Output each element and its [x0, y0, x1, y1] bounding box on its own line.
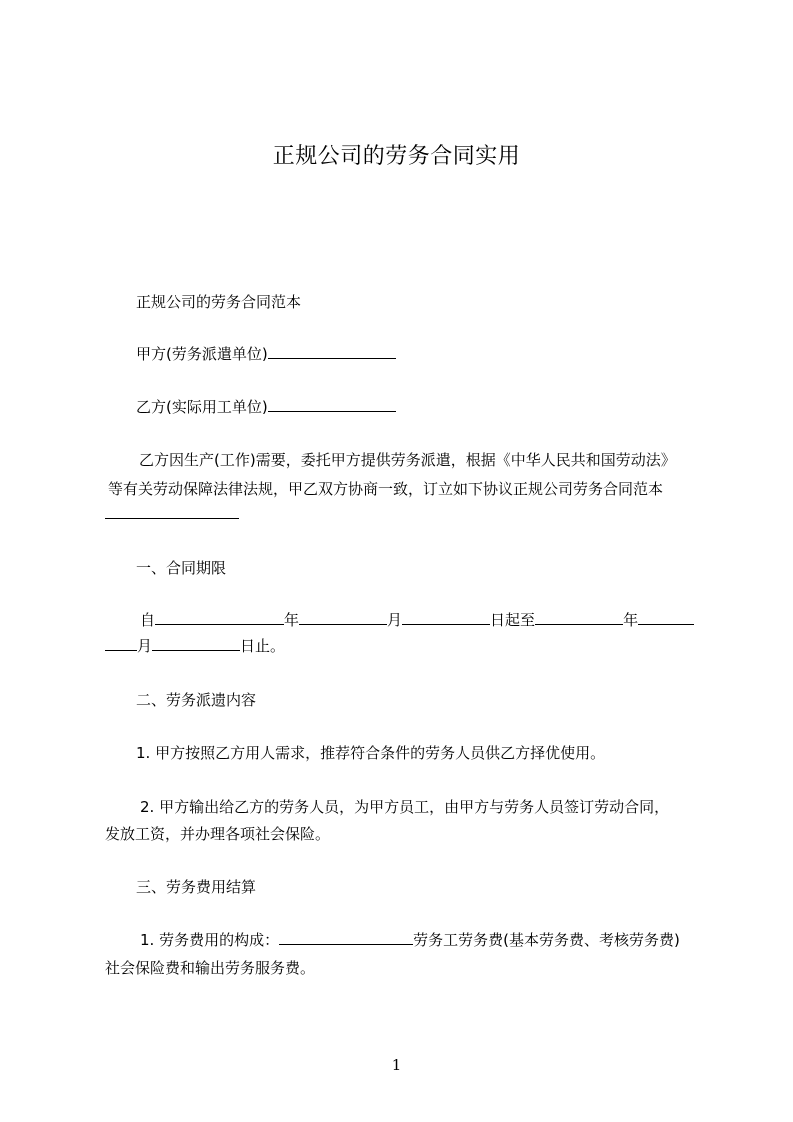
item-3-1-suffix: 劳务工劳务费(基本劳务费、考核劳务费)	[413, 931, 680, 949]
period-start-month-blank	[299, 610, 387, 625]
intro-line-1: 乙方因生产(工作)需要，委托甲方提供劳务派遣，根据《中华人民共和国劳动法》	[139, 451, 676, 469]
item-2-1: 1. 甲方按照乙方用人需求，推荐符合条件的劳务人员供乙方择优使用。	[136, 744, 606, 762]
party-b-line	[136, 396, 396, 418]
party-a-line	[136, 343, 396, 365]
period-day-to: 日起至	[490, 611, 536, 629]
period-year: 年	[284, 611, 300, 629]
section-1-heading: 一、合同期限	[136, 559, 227, 577]
section-2-heading: 二、劳务派遗内容	[136, 691, 257, 709]
intro-line-2: 等有关劳动保障法律法规，甲乙双方协商一致，订立如下协议正规公司劳务合同范本	[108, 480, 664, 498]
contract-subtitle: 正规公司的劳务合同范本	[136, 293, 302, 311]
item-3-1-blank	[279, 930, 413, 945]
item-3-1-line-1	[140, 929, 680, 951]
page-number: 1	[391, 1056, 402, 1074]
period-end-day-blank	[152, 636, 240, 651]
period-start-day-blank	[402, 610, 490, 625]
period-end-month-blank-b	[105, 636, 137, 651]
period-start-year-blank	[155, 610, 284, 625]
item-3-1-line-2: 社会保险费和输出劳务服务费。	[105, 959, 316, 977]
period-month: 月	[387, 611, 403, 629]
period-line-1	[140, 609, 694, 631]
period-month-2: 月	[137, 637, 153, 655]
section-3-heading: 三、劳务费用结算	[136, 878, 257, 896]
party-a-label: 甲方(劳务派遣单位)	[136, 345, 268, 363]
period-end-month-blank-a	[638, 610, 694, 625]
period-day-end: 日止。	[240, 637, 286, 655]
item-2-2-line-2: 发放工资，并办理各项社会保险。	[105, 825, 331, 843]
party-b-blank	[268, 397, 396, 412]
period-end-year-blank	[535, 610, 623, 625]
party-b-label: 乙方(实际用工单位)	[136, 398, 268, 416]
period-year-2: 年	[623, 611, 639, 629]
party-a-blank	[268, 344, 396, 359]
document-title: 正规公司的劳务合同实用	[272, 144, 521, 169]
period-from: 自	[140, 611, 156, 629]
intro-blank-line	[105, 503, 239, 525]
intro-blank	[105, 504, 239, 519]
item-3-1-prefix: 1. 劳务费用的构成：	[140, 931, 280, 949]
item-2-2-line-1: 2. 甲方输出给乙方的劳务人员，为甲方员工，由甲方与劳务人员签订劳动合同，	[140, 798, 670, 816]
period-line-2	[105, 635, 285, 657]
